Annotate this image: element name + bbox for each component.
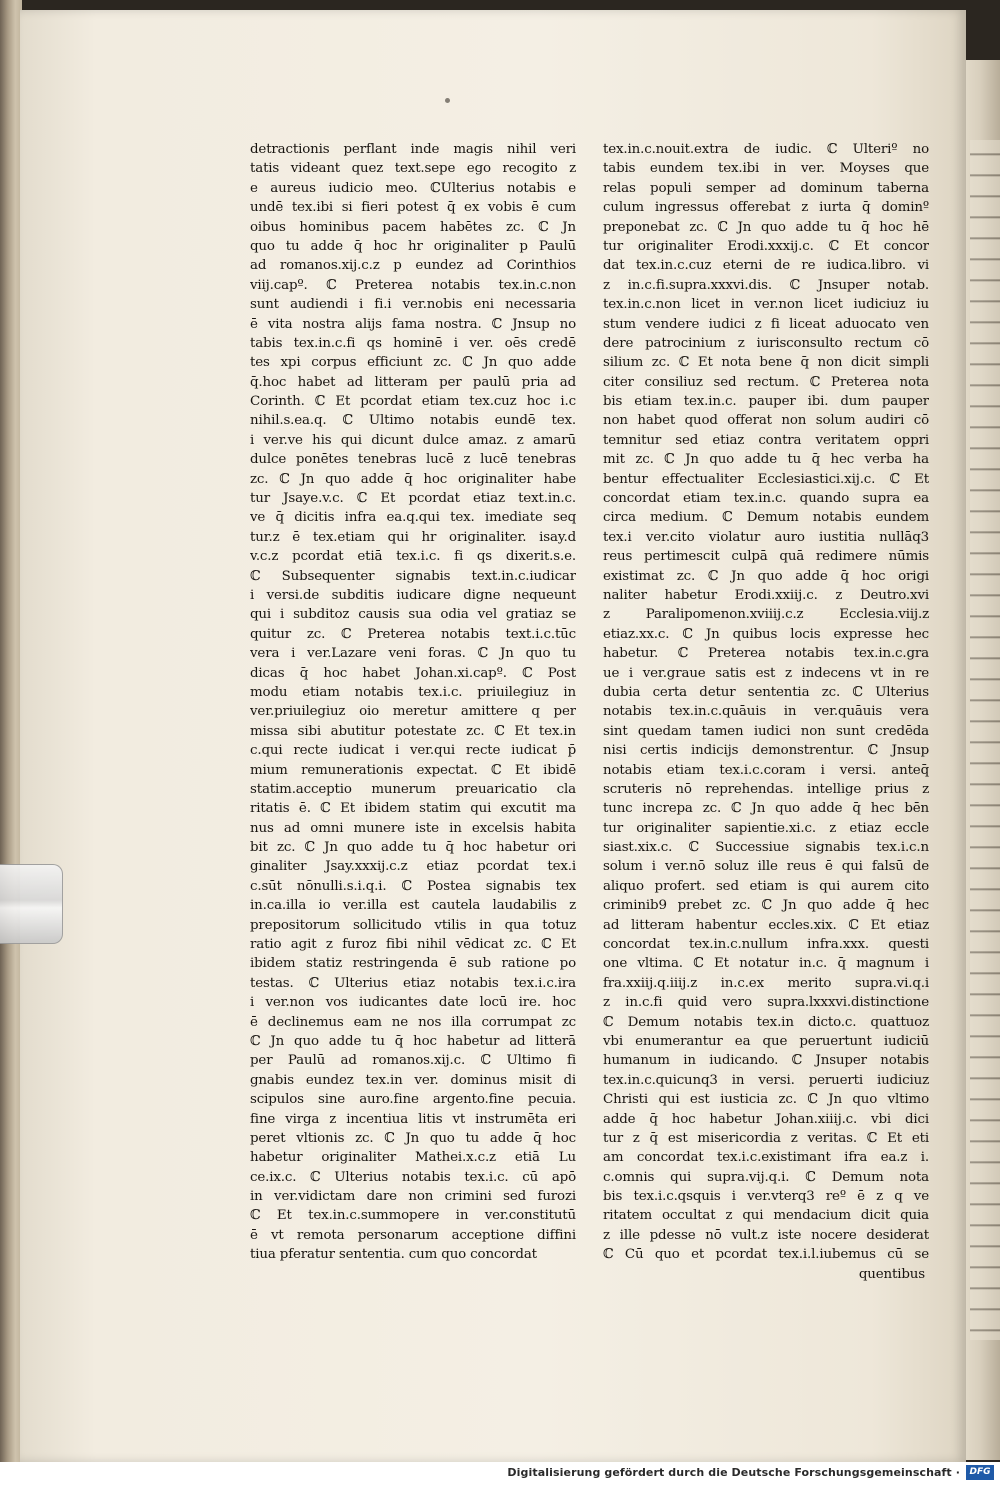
text-line: notabis tex.in.c.quāuis in ver.quāuis vera — [603, 704, 929, 720]
text-line: detractionis perflant inde magis nihil veri — [250, 142, 576, 157]
text-line: concordat tex.in.c.nullum infra.xxx. questi — [603, 937, 929, 953]
footer-credit: Digitalisierung gefördert durch die Deutsche Forschungsgemeinschaft · — [507, 1466, 960, 1479]
text-line: dat tex.in.c.cuz eterni de re iudica.libro. vi — [603, 258, 929, 274]
text-line: per Paulū ad romanos.xij.c. ℂ Ultimo fi — [250, 1053, 576, 1069]
text-line: ℂ Demum notabis tex.in dicto.c. quattuoz — [603, 1014, 929, 1030]
text-line: tunc increpa zc. ℂ Jn quo adde q̄ hec bēn — [603, 801, 929, 817]
text-line: gnabis eundez tex.in ver. dominus misit di — [250, 1072, 576, 1088]
text-line: tabis tex.in.c.fi qs hominē i ver. oēs credē — [250, 335, 576, 351]
text-line: relas populi semper ad dominum taberna — [603, 180, 929, 196]
book-binding-edge — [0, 0, 22, 1462]
text-line: am concordat tex.i.c.existimant ifra ea.z i. — [603, 1150, 929, 1166]
right-text-column — [603, 140, 929, 1284]
text-line: silium zc. ℂ Et nota bene q̄ non dicit simpli — [603, 355, 929, 371]
text-line: ℂ Jn quo adde tu q̄ hoc habetur ad litterā — [250, 1033, 576, 1049]
text-line: vera i ver.Lazare veni foras. ℂ Jn quo tu — [250, 646, 576, 662]
text-line: tex.in.c.quicunq3 in versi. peruerti iudiciuz — [603, 1072, 929, 1088]
text-line: c.omnis qui supra.vij.q.i. ℂ Demum nota — [603, 1169, 929, 1185]
text-line: citer consiliuz sed rectum. ℂ Preterea nota — [603, 374, 929, 390]
text-line: fine virga z incentiua litis vt instrumēta eri — [250, 1111, 576, 1127]
text-line: ue i ver.graue satis est z indecens vt in re — [603, 665, 929, 681]
text-line: tur Jsaye.v.c. ℂ Et pcordat etiaz text.in.c. — [250, 491, 576, 507]
text-line: tex.in.c.non licet in ver.non licet iudiciuz iu — [603, 297, 929, 313]
text-line: ratio agit z furoz fibi nihil vēdicat zc. ℂ Et — [250, 937, 576, 953]
text-line: nihil.s.ea.q. ℂ Ultimo notabis eundē tex. — [250, 413, 576, 429]
text-line: quitur zc. ℂ Preterea notabis text.i.c.tūc — [250, 626, 576, 642]
text-line: ℂ Subsequenter signabis text.in.c.iudicar — [250, 568, 576, 584]
page-clip-tab — [0, 864, 63, 944]
text-line: viij.capº. ℂ Preterea notabis tex.in.c.non — [250, 277, 576, 293]
text-line: siast.xix.c. ℂ Successiue signabis tex.i.c.n — [603, 840, 929, 856]
text-line: missa sibi abutitur potestate zc. ℂ Et tex.in — [250, 723, 576, 739]
text-line: oibus hominibus pacem habētes zc. ℂ Jn — [250, 219, 576, 235]
text-line: tabis eundem tex.ibi in ver. Moyses que — [603, 161, 929, 177]
text-line: testas. ℂ Ulterius etiaz notabis tex.i.c.ira — [250, 975, 576, 991]
text-line: ē declinemus eam ne nos illa corrumpat zc — [250, 1014, 576, 1030]
text-line: e aureus iudicio meo. ℂUlterius notabis e — [250, 180, 576, 196]
text-line: stum vendere iudici z fi liceat aduocato ven — [603, 316, 929, 332]
text-line: ritatis ē. ℂ Et ibidem statim qui excutit ma — [250, 801, 576, 817]
text-line: dulce ponētes tenebras lucē z lucē tenebras — [250, 452, 576, 468]
text-line: notabis etiam tex.i.c.coram i versi. anteq̄ — [603, 762, 929, 778]
text-line: dubia certa detur sententia zc. ℂ Ulterius — [603, 684, 929, 700]
text-line: ginaliter Jsay.xxxij.c.z etiaz pcordat tex.i — [250, 859, 576, 875]
text-line: ritatem occultat z qui mendacium dicit quia — [603, 1208, 929, 1224]
text-line: quo tu adde q̄ hoc hr originaliter p Paulū — [250, 238, 576, 254]
text-line: z in.c.fi.supra.xxxvi.dis. ℂ Jnsuper notab. — [603, 277, 929, 293]
text-line: tex.in.c.nouit.extra de iudic. ℂ Ulteriº no — [603, 142, 929, 157]
text-line: bentur effectualiter Ecclesiastici.xij.c. ℂ Et — [603, 471, 929, 487]
text-line: zc. ℂ Jn quo adde q̄ hoc originaliter habe — [250, 471, 576, 487]
text-line: solum i ver.nō soluz ille reus ē qui falsū de — [603, 859, 929, 875]
text-line: v.c.z pcordat etiā tex.i.c. fi qs dixerit.s.e. — [250, 549, 576, 565]
text-line: fra.xxiij.q.iiij.z in.c.ex merito supra.vi.q.i — [603, 975, 929, 991]
text-line: q̄.hoc habet ad litteram per paulū pria ad — [250, 374, 576, 390]
text-line: tex.i ver.cito violatur auro iustitia nullāq3 — [603, 529, 929, 545]
text-line: criminib9 prebet zc. ℂ Jn quo adde q̄ hec — [603, 898, 929, 914]
text-line: existimat zc. ℂ Jn quo adde q̄ hoc origi — [603, 568, 929, 584]
text-line: bis tex.i.c.qsquis i ver.vterq3 reº ē z q ve — [603, 1189, 929, 1205]
text-line: aliquo profert. sed etiam is qui aurem cito — [603, 878, 929, 894]
text-line: temnitur sed etiaz contra veritatem oppri — [603, 432, 929, 448]
text-line: reus pertimescit culpā quā redimere nūmis — [603, 549, 929, 565]
text-line: tes xpi corpus efficiunt zc. ℂ Jn quo adde — [250, 355, 576, 371]
text-line: mium remunerationis expectat. ℂ Et ibidē — [250, 762, 576, 778]
text-line: Corinth. ℂ Et pcordat etiam tex.cuz hoc i.c — [250, 394, 576, 410]
text-line: scipulos sine auro.fine argento.fine pecuia. — [250, 1092, 576, 1108]
text-line: z ille pdesse nō vult.z iste nocere desiderat — [603, 1227, 929, 1243]
text-line: prepositorum sollicitudo vtilis in qua totuz — [250, 917, 576, 933]
text-line: ℂ Et tex.in.c.summopere in ver.constitutū — [250, 1208, 576, 1224]
text-line: dere patrocinium z iurisconsulto rectum cō — [603, 335, 929, 351]
text-line: etiaz.xx.c. ℂ Jn quibus locis expresse hec — [603, 626, 929, 642]
text-line: in.ca.illa io ver.illa est cautela laudabilis z — [250, 898, 576, 914]
catchword: quentibus — [858, 1266, 925, 1282]
text-line: peret vltionis zc. ℂ Jn quo tu adde q̄ hoc — [250, 1130, 576, 1146]
text-line: ibidem statiz restringenda ē sub ratione po — [250, 956, 576, 972]
text-line: statim.acceptio munerum preuaricatio cla — [250, 781, 576, 797]
text-line: scruteris nō reprehendas. intellige prius z — [603, 781, 929, 797]
text-line: habetur originaliter Mathei.x.c.z etiā Lu — [250, 1150, 576, 1166]
text-line: i ver.ve his qui dicunt dulce amaz. z amarū — [250, 432, 576, 448]
text-line: vbi enumerantur ea que peruertunt iudiciū — [603, 1033, 929, 1049]
text-line: ad romanos.xij.c.z p eundez ad Corinthios — [250, 258, 576, 274]
text-line: Christi qui est iusticia zc. ℂ Jn quo vltimo — [603, 1092, 929, 1108]
dfg-logo: DFG — [966, 1465, 994, 1480]
text-line: bis etiam tex.in.c. pauper ibi. dum pauper — [603, 394, 929, 410]
text-line: modu etiam notabis tex.i.c. priuilegiuz in — [250, 684, 576, 700]
page-ink-mark — [445, 98, 450, 103]
text-line: ē vita nostra alijs fama nostra. ℂ Jnsup no — [250, 316, 576, 332]
text-line: preponebat zc. ℂ Jn quo adde tu q̄ hoc hē — [603, 219, 929, 235]
text-line: one vltima. ℂ Et notatur in.c. q̄ magnum i — [603, 956, 929, 972]
text-line: dicas q̄ hoc habet Johan.xi.capº. ℂ Post — [250, 665, 576, 681]
text-line: tur z q̄ est misericordia z veritas. ℂ Et eti — [603, 1130, 929, 1146]
text-line: ve q̄ dicitis infra ea.q.qui tex. imediate seq — [250, 510, 576, 526]
text-line: tur.z ē tex.etiam qui hr originaliter. isay.d — [250, 529, 576, 545]
text-line: c.qui recte iudicat i ver.qui recte iudicat p̄ — [250, 743, 576, 759]
text-line: in ver.vidictam dare non crimini sed furozi — [250, 1189, 576, 1205]
text-line: bit zc. ℂ Jn quo adde tu q̄ hoc habetur ori — [250, 840, 576, 856]
text-line: z in.c.fi quid vero supra.lxxxvi.distinctione — [603, 995, 929, 1011]
text-line: non habet quod offerat non solum audiri cō — [603, 413, 929, 429]
text-line: ce.ix.c. ℂ Ulterius notabis tex.i.c. cū apō — [250, 1169, 576, 1185]
text-line: ad litteram habentur eccles.xix. ℂ Et etiaz — [603, 917, 929, 933]
text-line: sint quedam tamen iudici non sunt credēda — [603, 723, 929, 739]
text-line: tur originaliter Erodi.xxxij.c. ℂ Et concor — [603, 238, 929, 254]
text-line: ver.priuilegiuz oio meretur amittere q per — [250, 704, 576, 720]
facing-page-text-strip — [970, 140, 1000, 1340]
text-line: z Paralipomenon.xviiij.c.z Ecclesia.viij.z — [603, 607, 929, 623]
text-line: habetur. ℂ Preterea notabis tex.in.c.gra — [603, 646, 929, 662]
text-line: ℂ Cū quo et pcordat tex.i.l.iubemus cū se — [603, 1247, 929, 1263]
text-line: culum ingressus offerebat z iurta q̄ dominº — [603, 200, 929, 216]
text-line: tatis videant quez text.sepe ego recogito z — [250, 161, 576, 177]
text-line: ē vt remota personarum acceptione diffini — [250, 1227, 576, 1243]
text-line: concordat etiam tex.in.c. quando supra ea — [603, 491, 929, 507]
text-line: qui i subditoz causis sua odia vel gratiaz se — [250, 607, 576, 623]
text-line: adde q̄ hoc habetur Johan.xiiij.c. vbi dici — [603, 1111, 929, 1127]
text-line: nus ad omni munere iste in excelsis habita — [250, 820, 576, 836]
text-line: nisi certis indicijs demonstrentur. ℂ Jnsup — [603, 743, 929, 759]
text-line: mit zc. ℂ Jn quo adde tu q̄ hec verba ha — [603, 452, 929, 468]
left-text-column — [250, 140, 576, 1265]
text-line: circa medium. ℂ Demum notabis eundem — [603, 510, 929, 526]
text-line: naliter habetur Erodi.xxiij.c. z Deutro.xvi — [603, 587, 929, 603]
text-line: sunt audiendi i fi.i ver.nobis eni necessaria — [250, 297, 576, 313]
text-line: humanum in iudicando. ℂ Jnsuper notabis — [603, 1053, 929, 1069]
text-line: c.sūt nōnulli.s.i.q.i. ℂ Postea signabis tex — [250, 878, 576, 894]
text-line: i versi.de subditis iudicare digne nequeunt — [250, 587, 576, 603]
text-line: undē tex.ibi si fieri potest q̄ ex vobis ē cum — [250, 200, 576, 216]
text-line: tiua pferatur sententia. cum quo concordat — [250, 1247, 537, 1263]
text-line: tur originaliter sapientie.xi.c. z etiaz eccle — [603, 820, 929, 836]
text-line: i ver.non vos iudicantes date locū ire. hoc — [250, 995, 576, 1011]
